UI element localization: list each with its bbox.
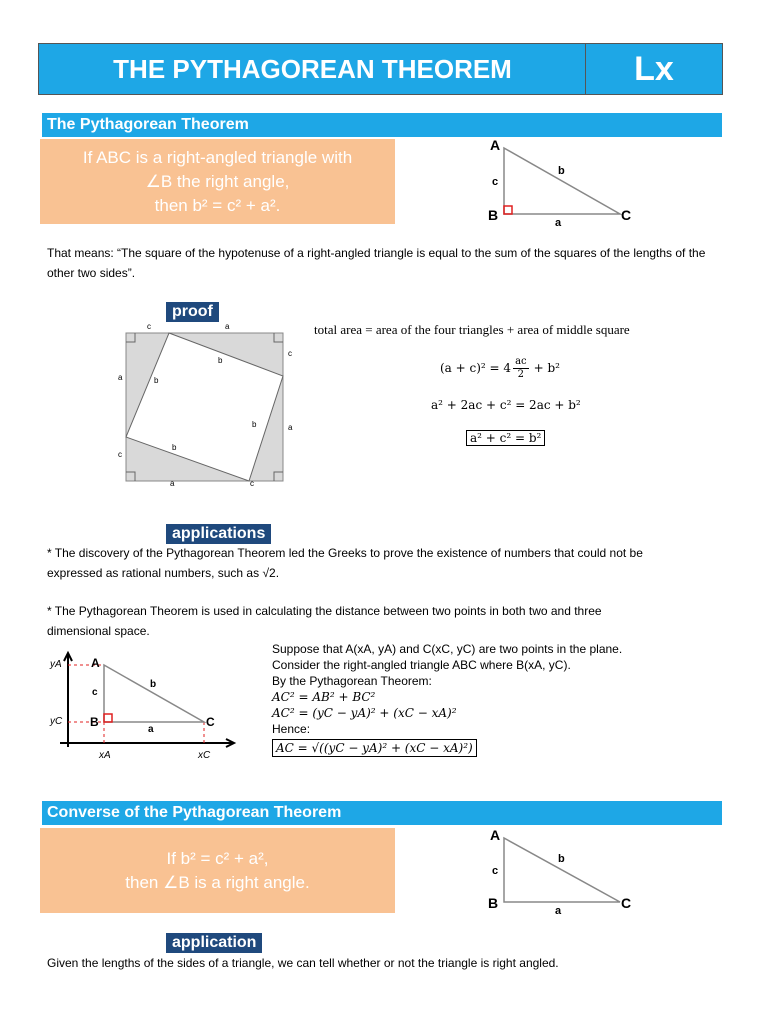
converse-vertex-a: A [490, 827, 501, 843]
theorem-statement-box [40, 139, 395, 224]
converse-statement-box [40, 828, 395, 913]
eq2-left: (a + c)² = 4 [440, 361, 512, 375]
coordinate-triangle-diagram [44, 645, 244, 765]
eq2-fraction-den: 2 [517, 368, 525, 380]
vertex-c-label: C [621, 207, 632, 223]
converse-vertex-c: C [621, 895, 632, 911]
applications-paragraph-1 [47, 543, 737, 583]
converse-triangle-shape [504, 838, 620, 902]
right-angle-marker [504, 206, 512, 214]
eq2-right: + b² [533, 361, 560, 375]
proof-equation-2 [440, 352, 560, 384]
label-yc: yC [50, 716, 63, 727]
label-b-bottom: b [172, 443, 177, 452]
meaning-paragraph: That means: “The square of the hypotenuse of a right-angled triangle is equal to the sum of the squares of the lengths of the other two sides”. [47, 246, 706, 280]
applications-tag: applications [166, 524, 271, 544]
section-heading-theorem: The Pythagorean Theorem [42, 113, 722, 137]
converse-triangle-diagram [480, 822, 640, 922]
coord-vertex-a: A [91, 656, 100, 670]
label-c-left: c [118, 450, 122, 459]
side-c-label: c [492, 176, 499, 188]
triangle-shape [504, 148, 620, 214]
theorem-line-3: then b² = c² + a². [154, 195, 281, 215]
label-a-left: a [118, 373, 123, 382]
converse-vertex-b: B [488, 895, 499, 911]
app-p1-line1: * The discovery of the Pythagorean Theorem led the Greeks to prove the existence of numbers that could not be [47, 546, 643, 560]
proof-result-boxed: a² + c² = b² [466, 430, 545, 446]
app-p2-line1: * The Pythagorean Theorem is used in calculating the distance between two points in both two and three [47, 604, 602, 618]
converse-side-a: a [555, 905, 562, 917]
converse-side-b: b [558, 853, 565, 865]
label-c-bottom: c [250, 479, 254, 488]
coord-triangle-shape [104, 665, 204, 722]
eq2-fraction [513, 356, 529, 381]
converse-line-2: then ∠B is a right angle. [125, 872, 310, 892]
vertex-a-label: A [490, 137, 501, 153]
coord-side-b: b [150, 679, 157, 690]
distance-derivation [272, 641, 712, 757]
label-a-right: a [288, 423, 293, 432]
header-code: Lx [634, 49, 674, 88]
page-title: THE PYTHAGOREAN THEOREM [113, 53, 512, 84]
suppose-line-1: Suppose that A(xA, yA) and C(xC, yC) are two points in the plane. [272, 642, 623, 656]
proof-equation-3: a² + 2ac + c² = 2ac + b² [431, 398, 581, 412]
suppose-line-3: By the Pythagorean Theorem: [272, 674, 432, 688]
right-triangle-diagram [480, 132, 640, 232]
label-xa: xA [99, 750, 111, 761]
application-text: Given the lengths of the sides of a triangle, we can tell whether or not the triangle is right angled. [47, 956, 559, 970]
coord-vertex-c: C [206, 715, 215, 729]
theorem-line-1: If ABC is a right-angled triangle with [82, 147, 353, 167]
label-c-top: c [147, 322, 151, 331]
applications-paragraph-2 [47, 601, 737, 641]
app-p2-line2: dimensional space. [47, 624, 150, 638]
distance-formula-boxed: AC = √((yC − yA)² + (xC − xA)²) [272, 739, 477, 757]
side-b-label: b [558, 165, 565, 177]
section-heading-converse: Converse of the Pythagorean Theorem [42, 801, 722, 825]
distance-eq-b: AC² = (yC − yA)² + (xC − xA)² [272, 706, 457, 720]
label-b-top: b [218, 356, 223, 365]
side-a-label: a [555, 217, 562, 229]
theorem-line-2: ∠B the right angle, [145, 171, 290, 191]
proof-tag: proof [166, 302, 219, 322]
label-xc: xC [198, 750, 211, 761]
converse-line-1: If b² = c² + a², [166, 848, 269, 868]
label-a-bottom: a [170, 479, 175, 488]
label-ya: yA [50, 659, 62, 670]
vertex-b-label: B [488, 207, 499, 223]
eq2-fraction-num: ac [515, 355, 527, 367]
proof-square-diagram [110, 320, 300, 490]
suppose-line-2: Consider the right-angled triangle ABC where B(xA, yC). [272, 658, 571, 672]
proof-equation-1: total area = area of the four triangles + area of middle square [314, 322, 630, 337]
converse-side-c: c [492, 865, 499, 877]
label-b-right: b [252, 420, 257, 429]
coord-vertex-b: B [90, 715, 99, 729]
coord-side-c: c [92, 687, 98, 698]
application-tag: application [166, 933, 262, 953]
distance-eq-a: AC² = AB² + BC² [272, 690, 376, 704]
hence-label: Hence: [272, 722, 311, 736]
coord-right-angle-marker [104, 714, 112, 722]
label-a-top: a [225, 322, 230, 331]
label-b-left: b [154, 376, 159, 385]
coord-side-a: a [148, 724, 154, 735]
app-p1-line2: expressed as rational numbers, such as √2. [47, 566, 280, 580]
label-c-right: c [288, 349, 292, 358]
